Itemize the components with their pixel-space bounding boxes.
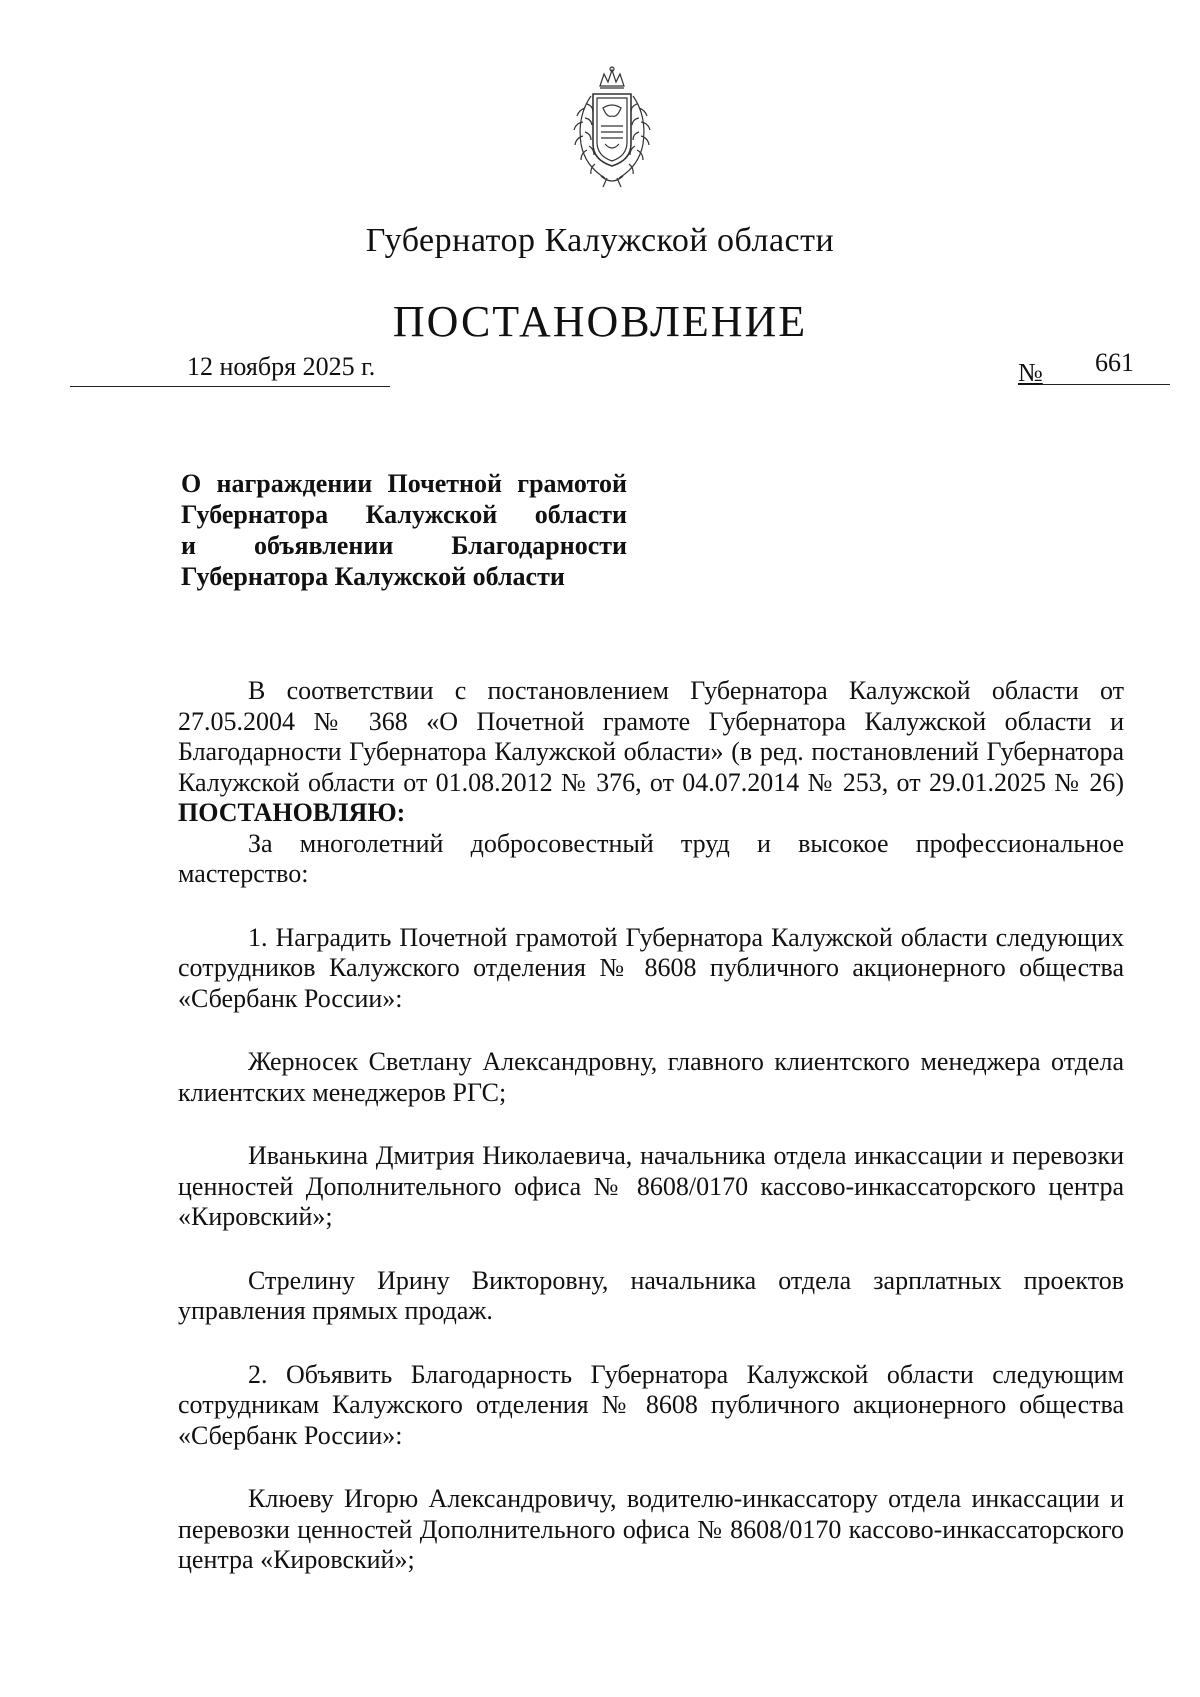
coat-of-arms-emblem <box>563 66 661 188</box>
item2-intro: 2. Объявить Благодарность Губернатора Калужской области следующим сотрудникам Калужского отделения № 8608 публичного акционерного общества «Сбербанк России»: <box>178 1359 1124 1450</box>
gratitude-entry: Клюеву Игорю Александровичу, водителю-инкассатору отдела инкассации и перевозки ценностей Дополнительного офиса № 8608/0170 кассово-инкассаторского центра «Кировский»; <box>178 1484 1124 1574</box>
resolve-word: ПОСТАНОВЛЯЮ: <box>178 798 406 827</box>
reason-paragraph: За многолетний добросовестный труд и высокое профессиональное мастерство: <box>178 828 1124 888</box>
subject-line: О награждении Почетной грамотой <box>181 469 627 498</box>
subject-line: и объявлении Благодарности <box>181 531 627 560</box>
preamble-text: В соответствии с постановлением Губернатора Калужской области от 27.05.2004 № 368 «О Почетной грамоте Губернатора Калужской области и Благодарности Губернатора Калужской области» (в ред. постановлений Губернатора Калужской области от 01.08.2012 № 376, от 04.07.2014 № 253, от 29.01.2025 № 26) <box>178 676 1124 797</box>
document-type-title: ПОСТАНОВЛЕНИЕ <box>392 297 808 346</box>
document-date: 12 ноября 2025 г. <box>187 352 376 381</box>
number-underline <box>1040 384 1170 385</box>
date-underline <box>70 386 390 387</box>
coat-of-arms-icon <box>563 66 661 188</box>
document-subject <box>181 468 627 592</box>
subject-line: Губернатора Калужской области <box>181 562 565 591</box>
subject-line: Губернатора Калужской области <box>181 500 627 529</box>
issuing-authority: Губернатор Калужской области <box>365 222 835 259</box>
document-body <box>178 676 1124 1576</box>
awardee-entry: Жерносек Светлану Александровну, главного клиентского менеджера отдела клиентских менеджеров РГС; <box>178 1047 1124 1107</box>
preamble-paragraph <box>178 676 1124 829</box>
item1-intro: 1. Наградить Почетной грамотой Губернатора Калужской области следующих сотрудников Калужского отделения № 8608 публичного акционерного общества «Сбербанк России»: <box>178 922 1124 1013</box>
awardee-entry: Иванькина Дмитрия Николаевича, начальника отдела инкассации и перевозки ценностей Дополнительного офиса № 8608/0170 кассово-инкассаторского центра «Кировский»; <box>178 1141 1124 1231</box>
number-label: № <box>1018 358 1043 387</box>
document-number: 661 <box>1095 348 1134 377</box>
awardee-entry: Стрелину Ирину Викторовну, начальника отдела зарплатных проектов управления прямых продаж. <box>178 1265 1124 1325</box>
